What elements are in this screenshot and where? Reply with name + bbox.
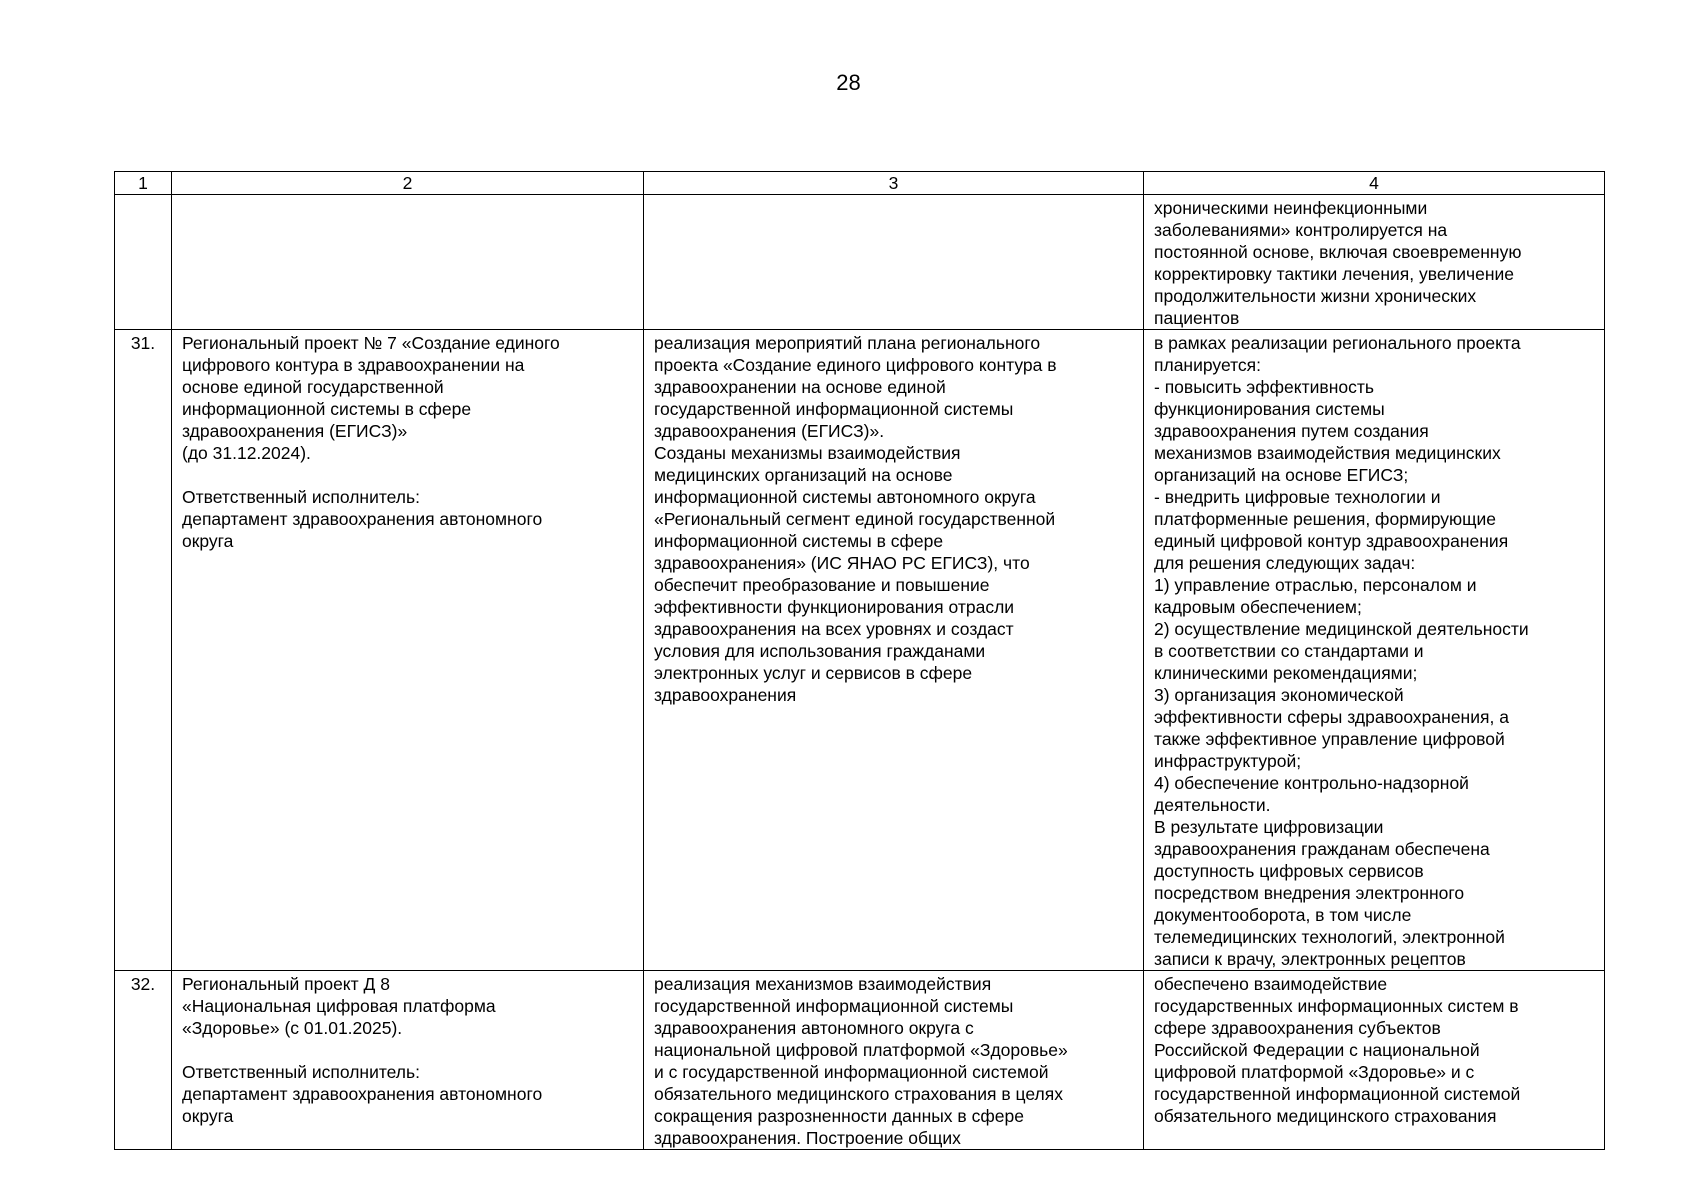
- table-row: [115, 330, 1605, 971]
- measures-cell: реализация механизмов взаимодействия государственной информационной системы здравоохранения автономного округа с национальной цифровой платформой «Здоровье» и с государственной информационной системой обязательного медицинского страхования в целях сокращения разрозненности данных в сфере здравоохранения. Построение общих: [644, 971, 1144, 1150]
- page-number: 28: [836, 70, 861, 95]
- header-cell-2: 2: [172, 172, 644, 195]
- results-cell: обеспечено взаимодействие государственных информационных систем в сфере здравоохранения субъектов Российской Федерации с национальной цифровой платформой «Здоровье» и с государственной информационной системой обязательного медицинского страхования: [1144, 971, 1605, 1150]
- results-cell: хроническими неинфекционными заболеваниями» контролируется на постоянной основе, включая своевременную корректировку тактики лечения, увеличение продолжительности жизни хронических пациентов: [1144, 195, 1605, 330]
- table-header-row: [115, 172, 1605, 195]
- header-cell-3: 3: [644, 172, 1144, 195]
- results-cell: в рамках реализации регионального проекта планируется: - повысить эффективность функционирования системы здравоохранения путем создания механизмов взаимодействия медицинских организаций на основе ЕГИСЗ; - внедрить цифровые технологии и платформенные решения, формирующие единый цифровой контур здравоохранения для решения следующих задач: 1) управление отраслью, персоналом и кадровым обеспечением; 2) осуществление медицинской деятельности в соответствии со стандартами и клиническими рекомендациями; 3) организация экономической эффективности сферы здравоохранения, а также эффективное управление цифровой инфраструктурой; 4) обеспечение контрольно-надзорной деятельности. В результате цифровизации здравоохранения гражданам обеспечена доступность цифровых сервисов посредством внедрения электронного документооборота, в том числе телемедицинских технологий, электронной записи к врачу, электронных рецептов: [1144, 330, 1605, 971]
- row-number: 31.: [115, 330, 172, 971]
- row-number: [115, 195, 172, 330]
- project-cell: [172, 195, 644, 330]
- header-cell-4: 4: [1144, 172, 1605, 195]
- project-cell: Региональный проект № 7 «Создание единого цифрового контура в здравоохранении на основе единой государственной информационной системы в сфере здравоохранения (ЕГИСЗ)» (до 31.12.2024). Ответственный исполнитель: департамент здравоохранения автономного округа: [172, 330, 644, 971]
- table-row: [115, 195, 1605, 330]
- document-table: [114, 171, 1605, 1150]
- measures-cell: [644, 195, 1144, 330]
- header-cell-1: 1: [115, 172, 172, 195]
- project-cell: Региональный проект Д 8 «Национальная цифровая платформа «Здоровье» (с 01.01.2025). Ответственный исполнитель: департамент здравоохранения автономного округа: [172, 971, 644, 1150]
- row-number: 32.: [115, 971, 172, 1150]
- table-row: [115, 971, 1605, 1150]
- measures-cell: реализация мероприятий плана регионального проекта «Создание единого цифрового контура в здравоохранении на основе единой государственной информационной системы здравоохранения (ЕГИСЗ)». Созданы механизмы взаимодействия медицинских организаций на основе информационной системы автономного округа «Региональный сегмент единой государственной информационной системы в сфере здравоохранения» (ИС ЯНАО РС ЕГИСЗ), что обеспечит преобразование и повышение эффективности функционирования отрасли здравоохранения на всех уровнях и создаст условия для использования гражданами электронных услуг и сервисов в сфере здравоохранения: [644, 330, 1144, 971]
